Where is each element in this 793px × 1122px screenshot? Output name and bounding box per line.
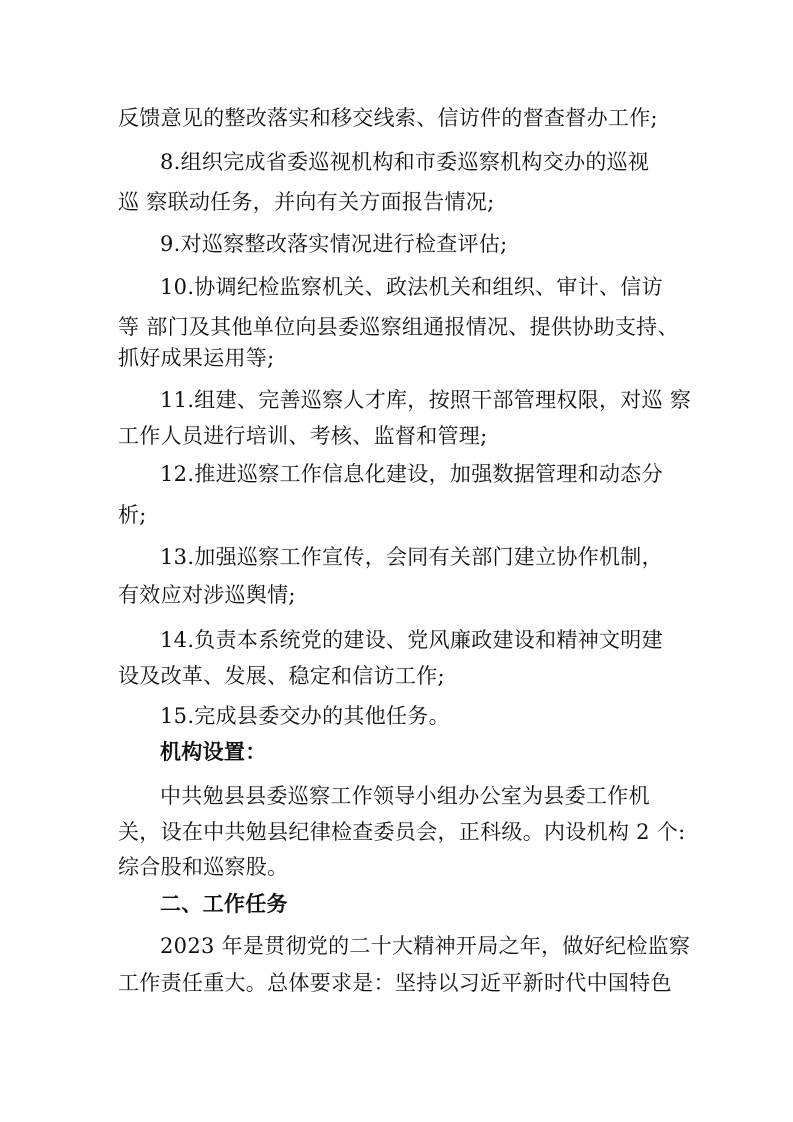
text-line: 工作人员进行培训、考核、监督和管理; bbox=[118, 424, 488, 448]
text-line: 工作责任重大。总体要求是：坚持以习近平新时代中国特色 bbox=[118, 971, 672, 995]
list-item-12: 12.推进巡察工作信息化建设，加强数据管理和动态分 bbox=[160, 462, 663, 486]
list-item-10: 10.协调纪检监察机关、政法机关和组织、审计、信访 bbox=[160, 275, 663, 299]
text-line: 设及改革、发展、稳定和信访工作; bbox=[118, 664, 445, 688]
text-line: 反馈意见的整改落实和移交线索、信访件的督查督办工作; bbox=[118, 106, 658, 130]
text-line: 关，设在中共勉县纪律检查委员会，正科级。内设机构 2 个: bbox=[118, 820, 686, 844]
list-item-14: 14.负责本系统党的建设、党风廉政建设和精神文明建 bbox=[160, 628, 663, 652]
text-line: 等 部门及其他单位向县委巡察组通报情况、提供协助支持、 bbox=[118, 315, 679, 339]
text-line: 巡 察联动任务，并向有关方面报告情况; bbox=[118, 190, 495, 214]
text-line: 析; bbox=[118, 503, 147, 527]
text-line: 有效应对涉巡舆情; bbox=[118, 583, 296, 607]
list-item-11: 11.组建、完善巡察人才库，按照干部管理权限，对巡 察 bbox=[160, 388, 692, 412]
text-line: 抓好成果运用等; bbox=[118, 346, 275, 370]
list-item-9: 9.对巡察整改落实情况进行检查评估; bbox=[160, 232, 508, 256]
list-item-8: 8.组织完成省委巡视机构和市委巡察机构交办的巡视 bbox=[160, 150, 650, 174]
text-line: 中共勉县县委巡察工作领导小组办公室为县委工作机 bbox=[160, 784, 650, 808]
text-line: 2023 年是贯彻党的二十大精神开局之年，做好纪检监察 bbox=[160, 934, 691, 958]
list-item-13: 13.加强巡察工作宣传，会同有关部门建立协作机制， bbox=[160, 545, 663, 569]
section-heading: 机构设置： bbox=[160, 740, 267, 764]
text-line: 综合股和巡察股。 bbox=[118, 855, 289, 879]
section-heading: 二、工作任务 bbox=[160, 892, 288, 916]
list-item-15: 15.完成县委交办的其他任务。 bbox=[160, 704, 450, 728]
